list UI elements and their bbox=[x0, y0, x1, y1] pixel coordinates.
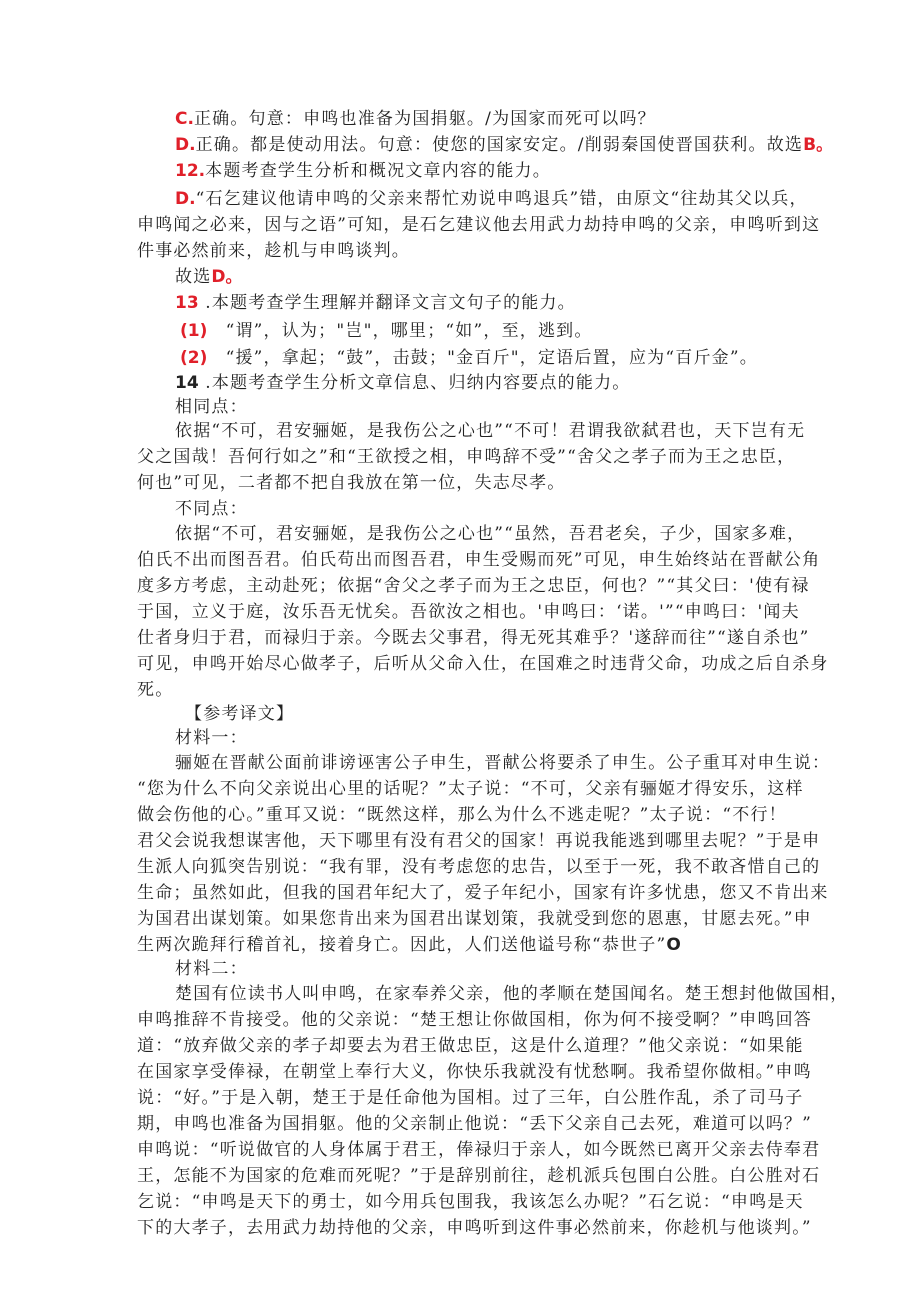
answer-c-text: 正确。句意：申鸣也准备为国捐躯。/为国家而死可以吗？ bbox=[193, 109, 656, 129]
q13-item-1-text: “谓”，认为；"岂"，哪里；“如”，至，逃到。 bbox=[207, 321, 593, 341]
material-1-line-8-text: 生两次跪拜行稽首礼，接着身亡。因此，人们送他谥号称“恭世子” bbox=[137, 935, 667, 955]
q13-item-2-text: “援”，拿起；“鼓”，击鼓；"金百斤"，定语后置，应为“百斤金”。 bbox=[207, 348, 758, 368]
differences-line-4: 于国，立义于庭，汝乐吾无忧矣。吾欲汝之相也。'申鸣曰：‘诺。'”“申鸣曰：'闻夫 bbox=[137, 602, 800, 622]
q12-answer-text: 故选 bbox=[175, 267, 212, 287]
material-2-line-6: 期，申鸣也准备为国捐躯。他的父亲制止他说：“丢下父亲自己去死，难道可以吗？” bbox=[137, 1114, 812, 1134]
q14-number: 14 bbox=[175, 373, 199, 393]
material-1-line-8-tail: O bbox=[666, 935, 681, 955]
q14-heading bbox=[175, 372, 630, 394]
material-1-line-7: 为国君出谋划策。如果您肯出来为国君出谋划策，我就受到您的恩惠，甘愿去死。”申 bbox=[137, 909, 812, 929]
q13-heading bbox=[175, 292, 576, 314]
material-2-line-1: 楚国有位读书人叫申鸣，在家奉养父亲，他的孝顺在楚国闻名。楚王想封他做国相， bbox=[175, 984, 849, 1004]
q12-explanation-line-1 bbox=[175, 188, 808, 210]
differences-line-2: 伯氏不出而图吾君。伯氏苟出而图吾君，申生受赐而死”可见，申生始终站在晋献公角 bbox=[137, 550, 821, 570]
reference-translation-heading: 【参考译文】 bbox=[185, 704, 295, 724]
material-1-line-3: 做会伤他的心。”重耳又说：“既然这样，那么为什么不逃走呢？”太子说：“不行！ bbox=[137, 805, 787, 825]
similarities-line-3: 何也”可见，二者都不把自我放在第一位，失志尽孝。 bbox=[137, 473, 566, 493]
material-1-line-8 bbox=[137, 934, 681, 956]
differences-line-6: 可见，申鸣开始尽心做孝子，后听从父命入仕，在国难之时违背父命，功成之后自杀身 bbox=[137, 654, 829, 674]
material-2-line-9: 乞说：“申鸣是天下的勇士，如今用兵包围我，我该怎么办呢？”石乞说：“申鸣是天 bbox=[137, 1192, 804, 1212]
material-2-line-7: 申鸣说：“听说做官的人身体属于君王，俸禄归于亲人，如今既然已离开父亲去侍奉君 bbox=[137, 1140, 821, 1160]
q12-option-d-label: D. bbox=[175, 189, 196, 209]
material-1-line-1: 骊姬在晋献公面前诽谤诬害公子申生，晋献公将要杀了申生。公子重耳对申生说： bbox=[175, 753, 831, 773]
material-2-line-5: 说：“好。”于是入朝，楚王于是任命他为国相。过了三年，白公胜作乱，杀了司马子 bbox=[137, 1088, 804, 1108]
q12-explanation-line-3: 件事必然前来，趁机与申鸣谈判。 bbox=[137, 241, 410, 261]
q13-item-1-label: (1) bbox=[180, 321, 208, 341]
similarities-line-1: 依据“不可，君安骊姬，是我伤公之心也”“不可！君谓我欲弑君也，天下岂有无 bbox=[175, 421, 806, 441]
q13-number: 13 bbox=[175, 293, 199, 313]
q12-explanation-line-2: 申鸣闻之必来，因与之语”可知，是石乞建议他去用武力劫持申鸣的父亲，申鸣听到这 bbox=[137, 215, 821, 235]
answer-choice-b: B。 bbox=[803, 135, 834, 155]
material-2-line-4: 在国家享受俸禄，在朝堂上奉行大义，你快乐我就没有忧愁啊。我希望你做相。”申鸣 bbox=[137, 1062, 812, 1082]
material-1-line-6: 生命；虽然如此，但我的国君年纪大了，爱子年纪小，国家有许多忧患，您又不肯出来 bbox=[137, 883, 829, 903]
material-1-heading: 材料一： bbox=[175, 728, 248, 748]
q13-text: .本题考查学生理解并翻译文言文句子的能力。 bbox=[198, 293, 576, 313]
answer-c-line bbox=[175, 108, 656, 130]
material-1-line-5: 生派人向狐突告别说：“我有罪，没有考虑您的忠告，以至于一死，我不敢吝惜自己的 bbox=[137, 857, 821, 877]
material-1-line-2: “您为什么不向父亲说出心里的话呢？”太子说：“不可，父亲有骊姬才得安乐，这样 bbox=[137, 779, 804, 799]
differences-line-1: 依据“不可，君安骊姬，是我伤公之心也”“虽然，吾君老矣，子少，国家多难， bbox=[175, 524, 806, 544]
answer-d-line bbox=[175, 134, 833, 156]
q14-text: .本题考查学生分析文章信息、归纳内容要点的能力。 bbox=[198, 373, 631, 393]
material-2-line-3: 道：“放弃做父亲的孝子却要去为君王做忠臣，这是什么道理？”他父亲说：“如果能 bbox=[137, 1036, 804, 1056]
differences-line-7: 死。 bbox=[137, 680, 174, 700]
q13-item-1 bbox=[180, 320, 593, 342]
q13-item-2-label: (2) bbox=[180, 348, 208, 368]
differences-line-5: 仕者身归于君，而禄归于亲。今既去父事君，得无死其难乎？'遂辞而往”“遂自杀也” bbox=[137, 628, 810, 648]
option-d-label: D. bbox=[175, 135, 196, 155]
differences-line-3: 度多方考虑，主动赴死；依据“舍父之孝子而为王之忠臣，何也？”“其父曰：'使有禄 bbox=[137, 576, 810, 596]
similarities-heading: 相同点： bbox=[175, 397, 248, 417]
q12-answer-choice: D。 bbox=[211, 267, 243, 287]
material-2-heading: 材料二： bbox=[175, 959, 248, 979]
material-2-line-10: 下的大孝子，去用武力劫持他的父亲，申鸣听到这件事必然前来，你趁机与他谈判。” bbox=[137, 1218, 812, 1238]
q13-item-2 bbox=[180, 347, 758, 369]
option-c-label: C. bbox=[175, 109, 194, 129]
material-2-line-2: 申鸣推辞不肯接受。他的父亲说：“楚王想让你做国相，你为何不接受啊？”申鸣回答 bbox=[137, 1010, 812, 1030]
q12-text: 本题考查学生分析和概况文章内容的能力。 bbox=[205, 161, 551, 181]
differences-heading: 不同点： bbox=[175, 499, 248, 519]
material-2-line-8: 王，怎能不为国家的危难而死呢？”于是辞别前往，趁机派兵包围白公胜。白公胜对石 bbox=[137, 1166, 821, 1186]
q12-number: 12. bbox=[175, 161, 206, 181]
q12-answer-line bbox=[175, 266, 243, 288]
material-1-line-4: 君父会说我想谋害他，天下哪里有没有君父的国家！再说我能逃到哪里去呢？”于是申 bbox=[137, 831, 821, 851]
similarities-line-2: 父之国哉！吾何行如之”和“王欲授之相，申鸣辞不受”“舍父之孝子而为王之忠臣， bbox=[137, 447, 796, 467]
q12-heading bbox=[175, 160, 551, 182]
answer-d-text: 正确。都是使动用法。句意：使您的国家安定。/削弱秦国使晋国获利。故选 bbox=[195, 135, 804, 155]
q12-explanation-text-1: “石乞建议他请申鸣的父亲来帮忙劝说申鸣退兵”错，由原文“往劫其父以兵， bbox=[195, 189, 808, 209]
